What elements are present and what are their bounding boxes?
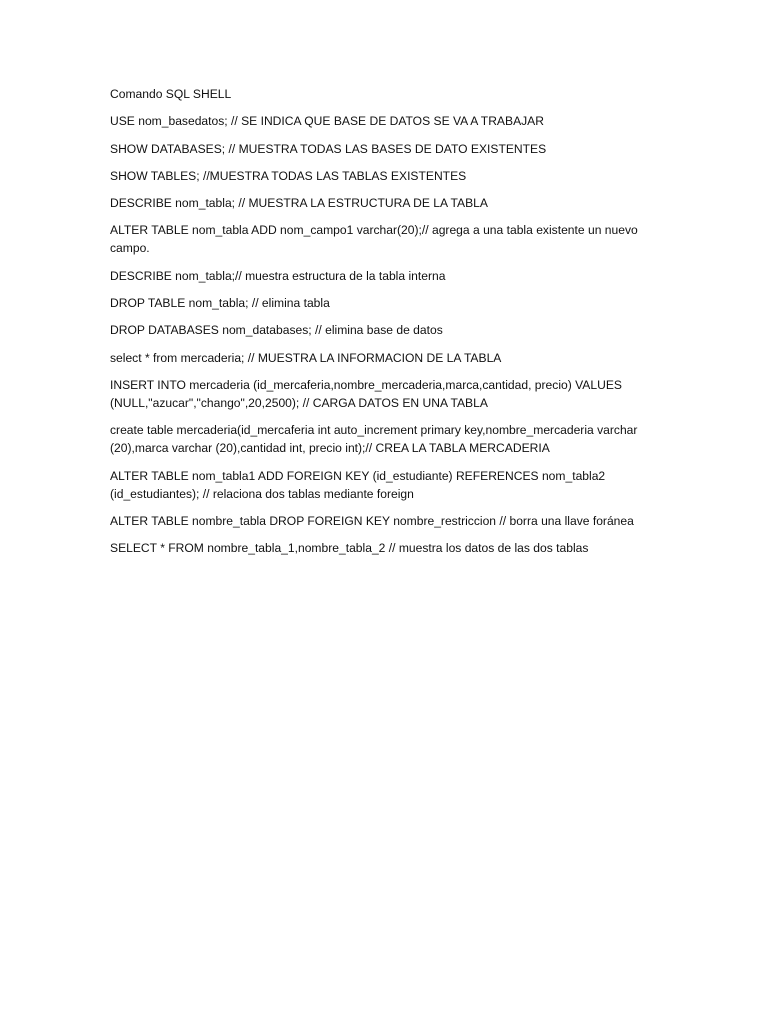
document-line: SELECT * FROM nombre_tabla_1,nombre_tabla_2 // muestra los datos de las dos tablas — [110, 541, 589, 556]
document-line: ALTER TABLE nombre_tabla DROP FOREIGN KEY nombre_restriccion // borra una llave foránea — [110, 513, 634, 528]
document-line: create table mercaderia(id_mercaferia int auto_increment primary key,nombre_mercaderia varchar (20),marca varchar (20),cantidad int, precio int);// CREA LA TABLA MERCADERIA — [110, 423, 638, 456]
document-line: DESCRIBE nom_tabla;// muestra estructura de la tabla interna — [110, 268, 446, 283]
document-line: ALTER TABLE nom_tabla1 ADD FOREIGN KEY (id_estudiante) REFERENCES nom_tabla2 (id_estudiantes); // relaciona dos tablas mediante foreign — [110, 468, 606, 501]
document-line: select * from mercaderia; // MUESTRA LA INFORMACION DE LA TABLA — [110, 350, 502, 365]
document-line: DESCRIBE nom_tabla; // MUESTRA LA ESTRUCTURA DE LA TABLA — [110, 196, 488, 211]
document-line: USE nom_basedatos; // SE INDICA QUE BASE DE DATOS SE VA A TRABAJAR — [110, 114, 544, 129]
document-line: INSERT INTO mercaderia (id_mercaferia,nombre_mercaderia,marca,cantidad, precio) VALUES (NULL,"azucar","chango",20,2500); // CARGA DATOS EN UNA TABLA — [110, 377, 622, 410]
document-line: SHOW DATABASES; // MUESTRA TODAS LAS BASES DE DATO EXISTENTES — [110, 141, 547, 156]
document-title: Comando SQL SHELL — [110, 87, 232, 101]
document-line: ALTER TABLE nom_tabla ADD nom_campo1 varchar(20);// agrega a una tabla existente un nuevo campo. — [110, 223, 638, 256]
document-line: DROP TABLE nom_tabla; // elimina tabla — [110, 296, 330, 311]
document-line: DROP DATABASES nom_databases; // elimina base de datos — [110, 323, 443, 338]
document-line: SHOW TABLES; //MUESTRA TODAS LAS TABLAS EXISTENTES — [110, 168, 467, 183]
document-body — [110, 85, 670, 566]
